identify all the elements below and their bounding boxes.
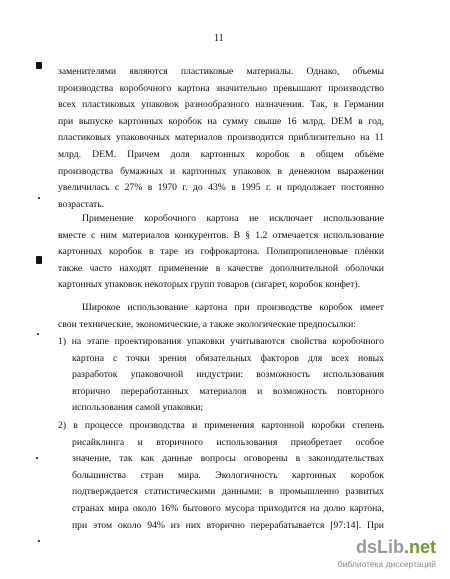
text-line: производства коробочного картона значительно превышают производство: [58, 82, 384, 94]
text-line: пластиковых упаковочных материалов производится приблизительно на 11: [58, 132, 384, 144]
page-number: 11: [214, 33, 224, 44]
scan-mark: [36, 62, 42, 69]
text-line: подтверждается статистическими данными: в промышленно развитых: [72, 486, 384, 498]
text-line: заменителями являются пластиковые материалы. Однако, объемы: [58, 66, 384, 77]
text-line: Применение коробочного картона не исключает использование: [82, 213, 384, 224]
text-line: картона с точки зрения обязательных факторов для всех новых: [72, 352, 384, 364]
text-line: вторично переработанных материалов и возможность повторного: [72, 385, 384, 397]
watermark-subtitle: библиотека диссертаций: [337, 559, 436, 569]
dslib-logo: [308, 537, 436, 558]
text-line: картонных коробок в таре из гофрокартона. Полипропиленовые плёнки: [58, 246, 384, 258]
text-line: при этом около 94% из них вторично перерабатывается [97:14]. При: [72, 519, 384, 531]
text-line: также часто находят применение в качестве дополнительной оболочки: [58, 262, 384, 274]
text-line: странах мира около 16% бытового мусора приходится на долю картона,: [72, 502, 384, 514]
text-line: картонных упаковок некоторых групп товаров (сигарет, коробок конфет).: [58, 279, 361, 291]
scan-mark: [37, 333, 39, 335]
text-line: рисайклинга и вторичного использования приобретает особое: [72, 436, 384, 448]
text-line: значение, так как данные вопросы оговорены в законодательствах: [72, 453, 384, 465]
text-line: всех пластиковых упаковок разнообразного назначения. Так, в Германии: [58, 99, 384, 111]
logo-suffix-text: .net: [403, 537, 436, 557]
text-line: 1) на этапе проектирования упаковки учитываются свойства коробочного: [58, 336, 384, 347]
text-line: млрд. DEM. Причем доля картонных коробок в общем объёме: [58, 148, 384, 160]
text-line: свои технические, экономические, а также экологические предпосылки:: [58, 318, 356, 330]
text-line: вместе с ним материалов конкурентов. В § 1.2 отмечается использование: [58, 229, 384, 241]
text-line: возрастать.: [58, 198, 105, 210]
scan-mark: [36, 256, 42, 264]
list-item-2: [58, 418, 384, 534]
text-line: разработок упаковочной индустрии: возможность использования: [72, 369, 384, 381]
list-item-1: [58, 334, 384, 417]
text-line: использования самой упаковки;: [72, 402, 204, 414]
dslib-watermark[interactable]: [308, 535, 436, 571]
text-line: Широкое использование картона при производстве коробок имеет: [82, 302, 384, 313]
logo-main-text: dsLib: [355, 537, 404, 557]
text-line: 2) в процессе производства и применения картонной коробки степень: [58, 420, 384, 431]
text-line: производства бумажных и картонных упаковок в денежном выражении: [58, 165, 384, 177]
text-line: увеличилась с 27% в 1970 г. до 43% в 1995 г. и продолжает постоянно: [58, 182, 384, 194]
scan-mark: [36, 457, 38, 459]
scan-mark: [38, 197, 40, 199]
scan-mark: [38, 540, 40, 542]
paragraph-2: [58, 211, 384, 294]
paragraph-1: [58, 64, 384, 213]
text-line: при выпуске картонных коробок на сумму свыше 16 млрд. DEM в год,: [58, 115, 384, 127]
paragraph-3: [58, 300, 384, 333]
text-line: большинства стран мира. Экологичность картонных коробок: [72, 469, 384, 481]
